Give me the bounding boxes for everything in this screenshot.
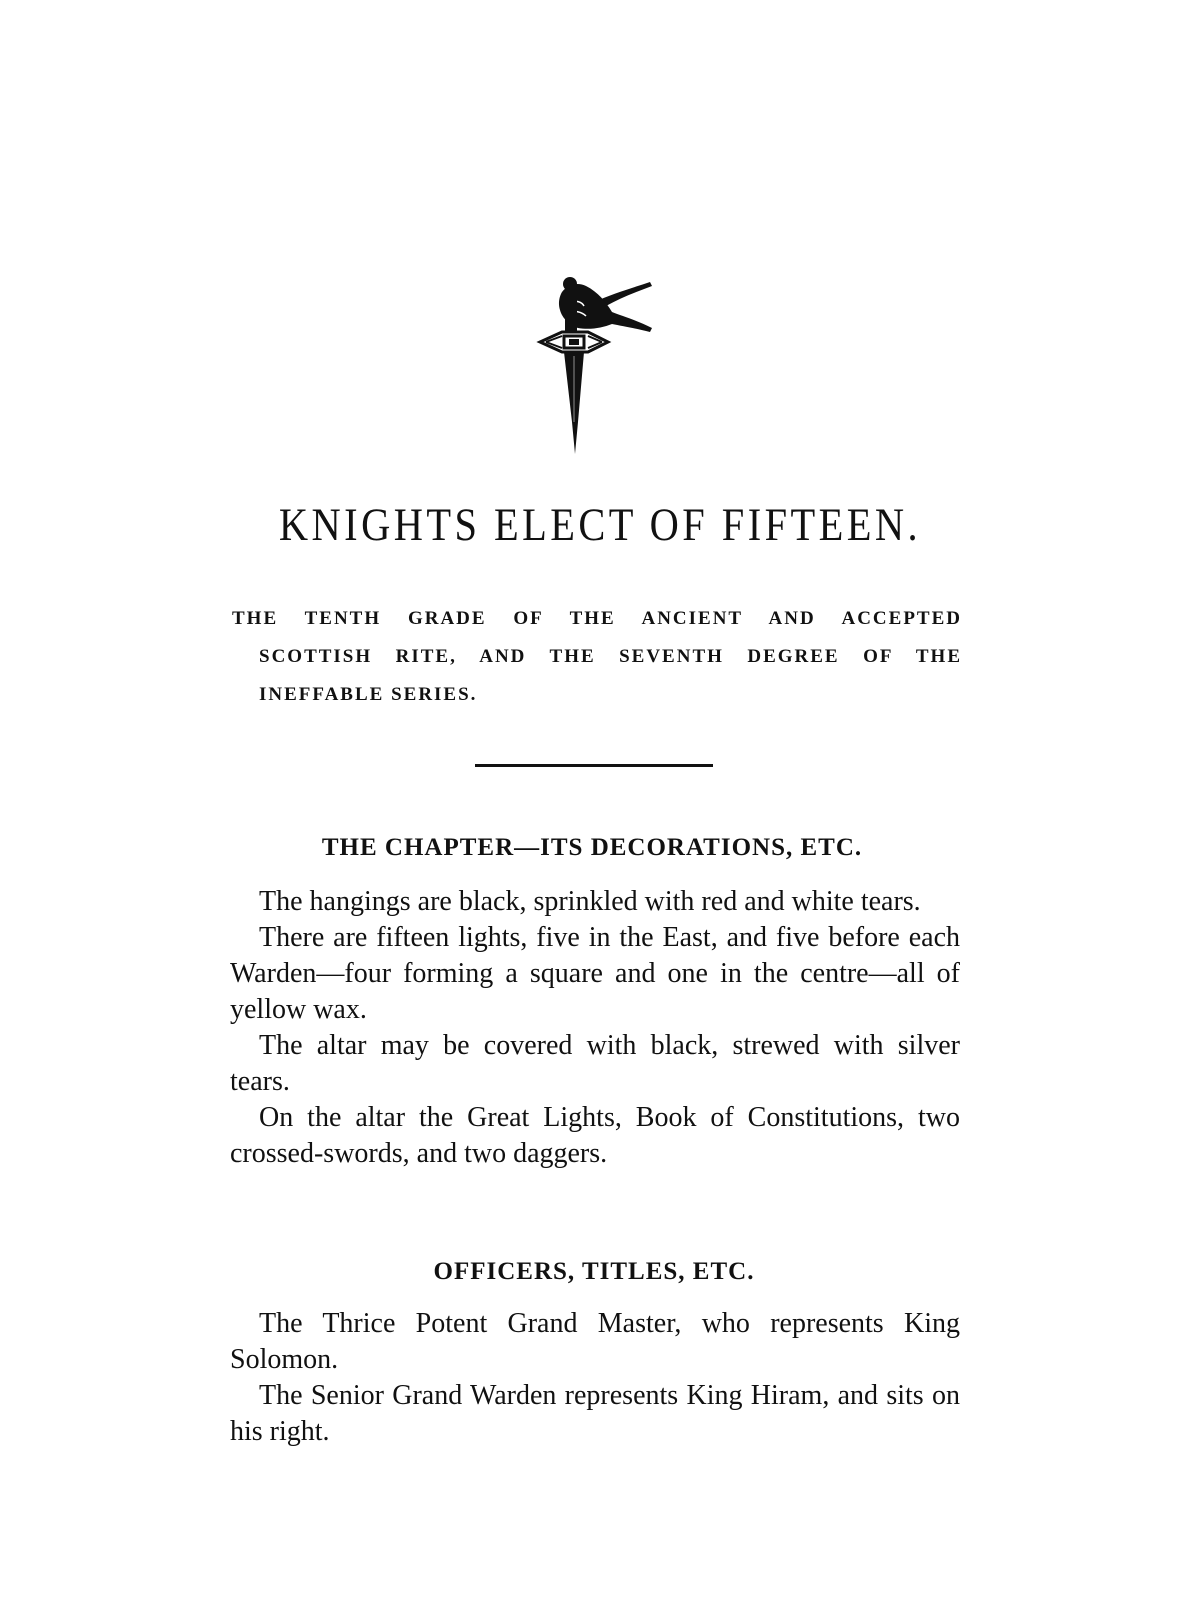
paragraph: On the altar the Great Lights, Book of Constitutions, two crossed-swords, and two daggers.: [230, 1102, 960, 1169]
page-title: KNIGHTS ELECT OF FIFTEEN.: [278, 499, 922, 551]
paragraph: The altar may be covered with black, strewed with silver tears.: [230, 1030, 960, 1097]
paragraph: The hangings are black, sprinkled with red and white tears.: [259, 886, 921, 917]
paragraph: There are fifteen lights, five in the East, and five before each Warden—four forming a square and one in the centre—all of yellow wax.: [230, 922, 960, 1025]
paragraph: The Senior Grand Warden represents King Hiram, and sits on his right.: [230, 1380, 960, 1447]
divider-rule: [475, 764, 713, 767]
section-heading-text: THE CHAPTER—ITS DECORATIONS, ETC.: [321, 834, 863, 861]
subtitle-line: SCOTTISH RITE, AND THE SEVENTH DEGREE OF THE: [259, 646, 962, 667]
paragraph: The Thrice Potent Grand Master, who represents King Solomon.: [230, 1308, 960, 1375]
hand-holding-dagger-icon: [532, 272, 664, 454]
subtitle: [232, 600, 962, 714]
chapter-decorations-text: [230, 884, 960, 1172]
section-heading-chapter: [0, 834, 1200, 862]
section-heading-officers: [0, 1258, 1200, 1286]
subtitle-line: THE TENTH GRADE OF THE ANCIENT AND ACCEPTED: [232, 608, 962, 629]
officers-titles-text: [230, 1306, 960, 1450]
subtitle-line: INEFFABLE SERIES.: [259, 684, 478, 705]
section-heading-text: OFFICERS, TITLES, ETC.: [433, 1258, 755, 1285]
